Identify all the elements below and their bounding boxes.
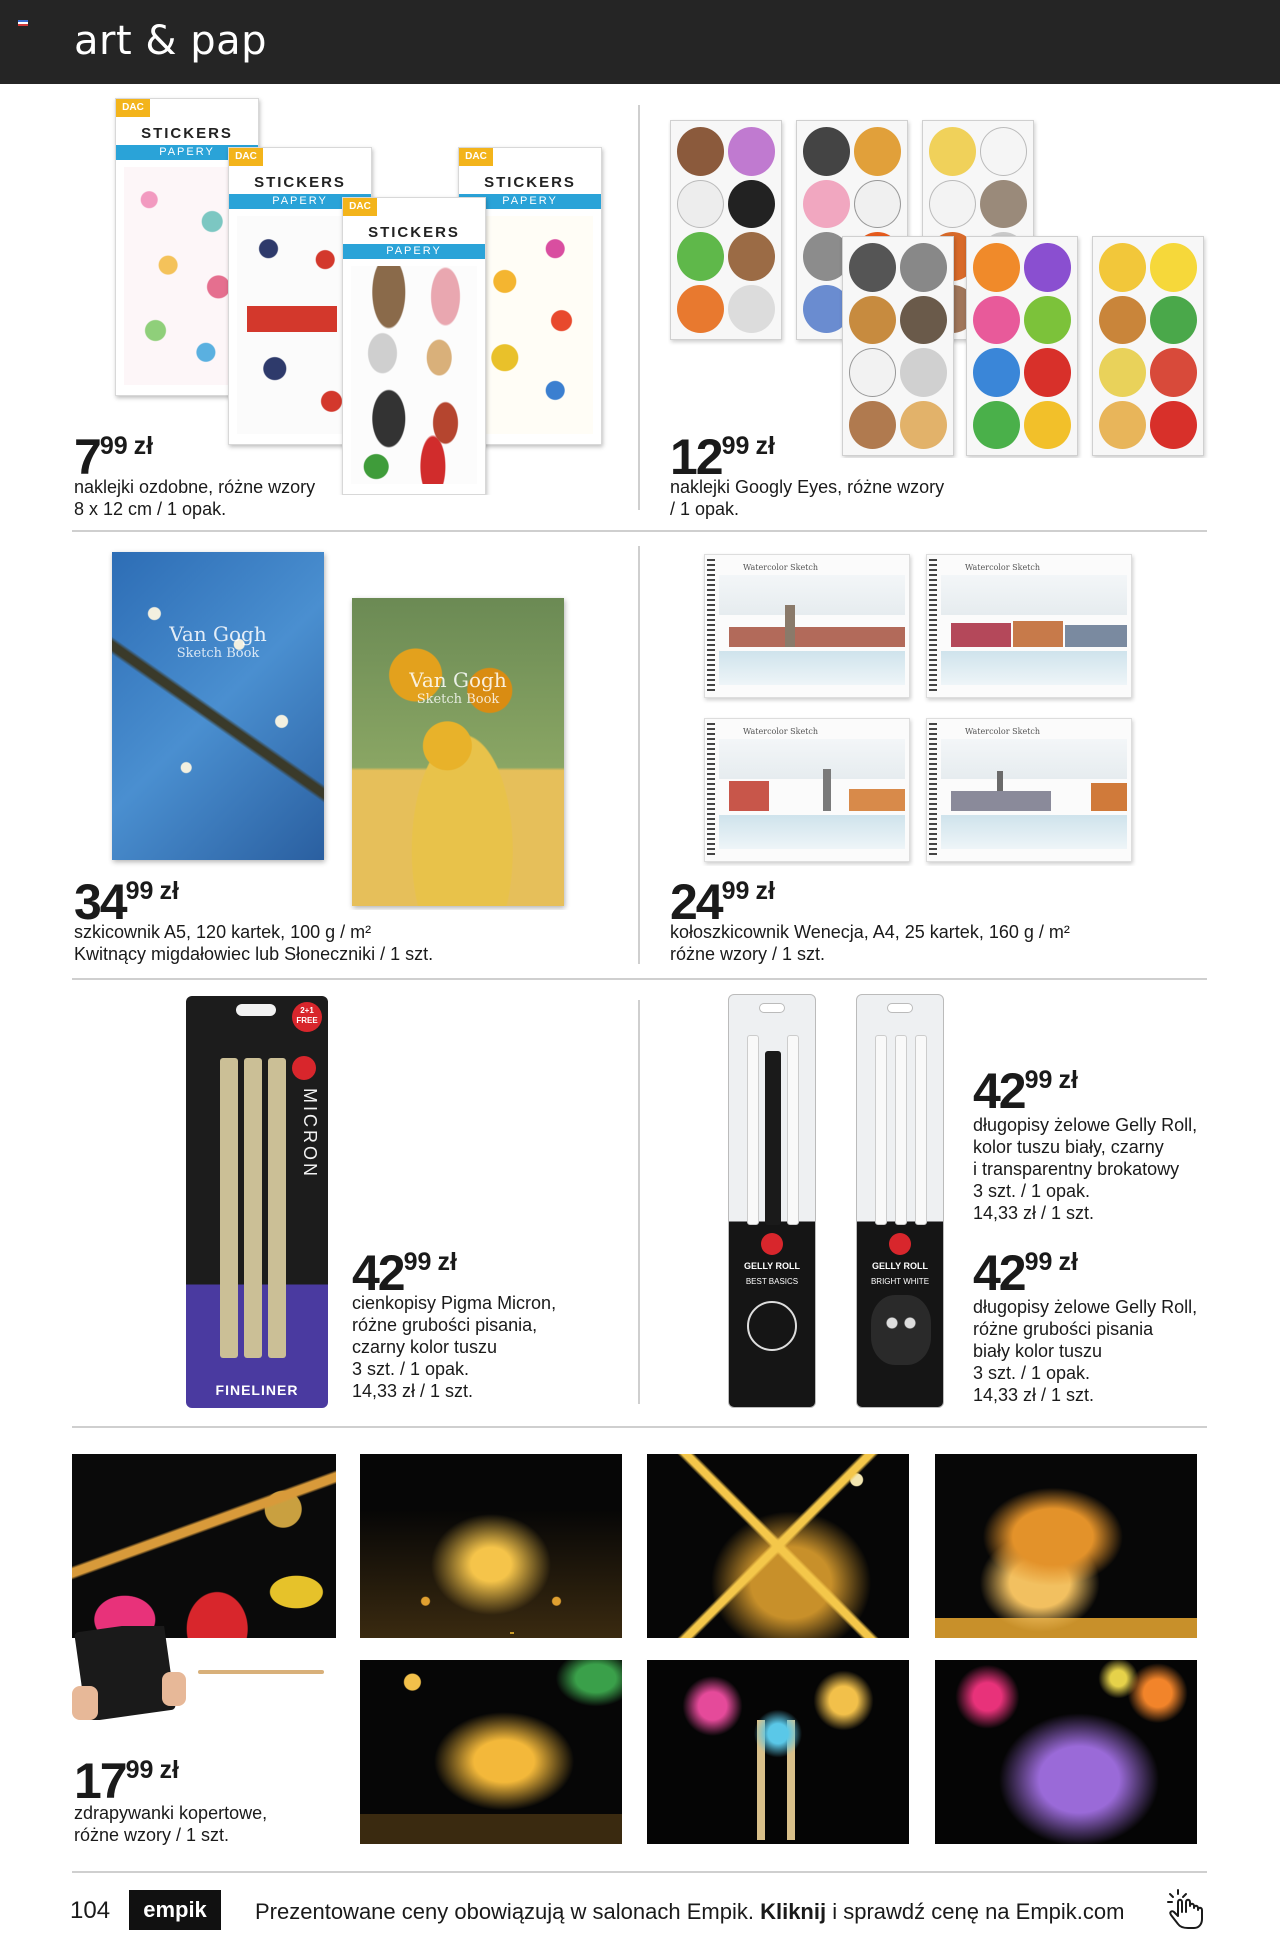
scratch-card-skyline xyxy=(360,1454,622,1638)
empik-logo[interactable]: empik xyxy=(129,1890,221,1930)
sketchbook-title: Watercolor Sketch xyxy=(743,727,819,736)
product-description: zdrapywanki kopertowe, różne wzory / 1 szt. xyxy=(74,1803,268,1845)
flag-icon xyxy=(18,20,28,25)
gelly-brand: GELLY ROLL xyxy=(743,1261,800,1271)
googly-sheet xyxy=(1092,236,1204,456)
row-divider xyxy=(72,1426,1207,1428)
scratch-card-pagoda xyxy=(360,1660,622,1844)
product-description: kołoszkicownik Wenecja, A4, 25 kartek, 160 g / m² różne wzory / 1 szt. xyxy=(670,922,1070,964)
gelly-brand: GELLY ROLL xyxy=(871,1261,928,1271)
pack-subtitle: PAPERY xyxy=(343,244,485,259)
pack-subtitle: PAPERY xyxy=(229,194,371,209)
pack-title: STICKERS xyxy=(141,125,233,142)
fineliner-label: FINELINER xyxy=(215,1382,299,1398)
venice-sketchbook xyxy=(926,718,1132,862)
pack-title: STICKERS xyxy=(254,174,346,191)
product-description: długopisy żelowe Gelly Roll, różne grubości pisania biały kolor tuszu 3 szt. / 1 opak. 14,33 zł / 1 szt. xyxy=(973,1297,1198,1405)
product-image-gelly-roll[interactable] xyxy=(728,994,948,1410)
scratch-card-tiger xyxy=(935,1454,1197,1638)
product-description: szkicownik A5, 120 kartek, 100 g / m² Kwitnący migdałowiec lub Słoneczniki / 1 szt. xyxy=(74,922,434,964)
column-divider xyxy=(638,1000,640,1404)
farm-stickers-art xyxy=(351,266,477,484)
price-tag: 3499 zł xyxy=(74,874,179,930)
googly-sheet xyxy=(842,236,954,456)
pack-title: STICKERS xyxy=(484,174,576,191)
price-tag: 4299 zł xyxy=(973,1063,1078,1119)
product-image-googly-eyes[interactable] xyxy=(668,118,1213,458)
gelly-variant: BRIGHT WHITE xyxy=(870,1277,930,1286)
product-image-scratch-cards[interactable] xyxy=(72,1454,336,1640)
googly-sheet xyxy=(670,120,782,340)
product-description: cienkopisy Pigma Micron, różne grubości pisania, czarny kolor tuszu 3 szt. / 1 opak. 14,33 zł / 1 szt. xyxy=(352,1293,557,1401)
venice-sketchbook xyxy=(704,554,910,698)
pointer-hand-icon[interactable] xyxy=(1164,1886,1208,1930)
row-divider xyxy=(72,978,1207,980)
footer-notice xyxy=(255,1899,1124,1925)
sketchbook-subtitle: Sketch Book xyxy=(176,646,260,661)
sticker-pack-farm xyxy=(342,197,486,495)
row-divider xyxy=(72,530,1207,532)
product-image-pigma-micron[interactable] xyxy=(186,996,328,1408)
sketchbook-title: Watercolor Sketch xyxy=(965,563,1041,572)
brand-logo: DAC xyxy=(229,148,263,166)
brand-logo: DAC xyxy=(116,99,150,117)
product-image-sketchbooks[interactable] xyxy=(108,548,578,910)
venice-sketchbook xyxy=(926,554,1132,698)
brand-logo: DAC xyxy=(343,198,377,216)
gelly-roll-black-pack xyxy=(728,994,816,1408)
price-tag: 1799 zł xyxy=(74,1753,179,1809)
click-link[interactable]: Kliknij xyxy=(760,1899,827,1924)
scratch-card-castle xyxy=(935,1660,1197,1844)
sketchbook-title: Van Gogh xyxy=(409,668,507,692)
sketchbook-subtitle: Sketch Book xyxy=(416,692,500,707)
column-divider xyxy=(638,105,640,510)
scratch-kit-photo xyxy=(72,1626,336,1720)
googly-sheet xyxy=(966,236,1078,456)
micron-brand: MICRON xyxy=(300,1088,320,1179)
sketchbook-almond-blossom xyxy=(112,552,324,860)
column-divider xyxy=(638,546,640,964)
pack-title: STICKERS xyxy=(368,224,460,241)
product-image-stickers[interactable] xyxy=(110,95,610,495)
venice-sketchbook xyxy=(704,718,910,862)
price-tag: 4299 zł xyxy=(352,1245,457,1301)
product-description: naklejki Googly Eyes, różne wzory / 1 opak. xyxy=(670,477,945,519)
footer-text: i sprawdź cenę na Empik.com xyxy=(832,1899,1125,1924)
footer-divider xyxy=(72,1871,1207,1873)
price-tag: 2499 zł xyxy=(670,874,775,930)
pack-subtitle: PAPERY xyxy=(459,194,601,209)
pack-subtitle: PAPERY xyxy=(116,145,258,160)
footer-text: Prezentowane ceny obowiązują w salonach Empik. xyxy=(255,1899,754,1924)
price-tag: 4299 zł xyxy=(973,1245,1078,1301)
scratch-card-fireworks-towers xyxy=(647,1660,909,1844)
price-tag: 799 zł xyxy=(74,429,154,485)
sketchbook-title: Van Gogh xyxy=(169,622,267,646)
product-description: naklejki ozdobne, różne wzory 8 x 12 cm / 1 opak. xyxy=(74,477,316,519)
gelly-variant: BEST BASICS xyxy=(745,1277,799,1286)
sketchbook-title: Watercolor Sketch xyxy=(743,563,819,572)
sketchbook-title: Watercolor Sketch xyxy=(965,727,1041,736)
page-number: 104 xyxy=(70,1897,111,1924)
product-description: długopisy żelowe Gelly Roll, kolor tuszu biały, czarny i transparentny brokatowy 3 szt. / 1 opak. 14,33 zł / 1 szt. xyxy=(973,1115,1198,1223)
scratch-card-louvre xyxy=(647,1454,909,1638)
price-tag: 1299 zł xyxy=(670,429,775,485)
sketchbook-sunflowers xyxy=(352,598,564,906)
micron-package xyxy=(186,996,328,1408)
scratch-card-windmills xyxy=(72,1454,336,1638)
brand-logo: DAC xyxy=(459,148,493,166)
product-image-venice-sketchbooks[interactable] xyxy=(700,550,1140,866)
gelly-roll-white-pack xyxy=(856,994,944,1408)
page-header xyxy=(0,0,1280,84)
page-title: art & pap xyxy=(74,18,268,64)
promo-badge: 2+1 FREE xyxy=(292,1002,322,1032)
scratch-stylus xyxy=(198,1670,324,1674)
